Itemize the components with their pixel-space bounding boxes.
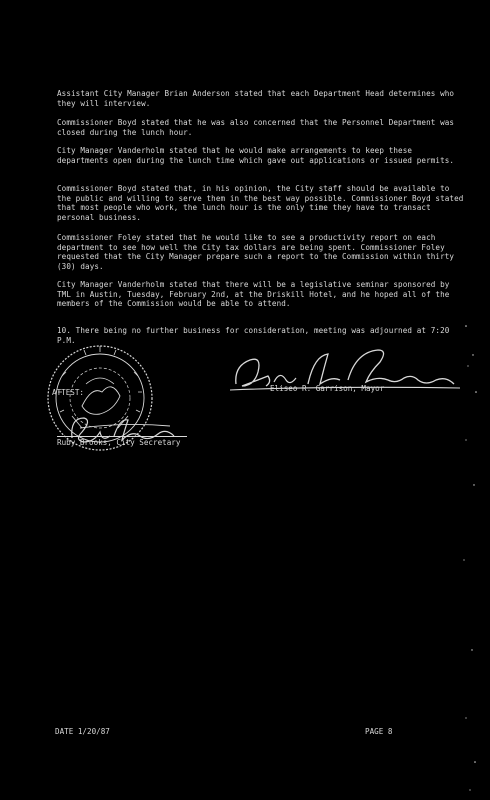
mayor-name: Eliseo R. Garrison, Mayor xyxy=(270,384,385,393)
footer-date: DATE 1/20/87 xyxy=(55,727,110,736)
footer-page-number: PAGE 8 xyxy=(365,727,393,736)
paragraph-adjournment: 10. There being no further business for consideration, meeting was adjourned at 7:20 P.M. xyxy=(57,326,450,345)
paragraph-assistant-city-manager: Assistant City Manager Brian Anderson stated that each Department Head determines who they will interview. xyxy=(57,89,455,108)
paragraph-staff-availability: Commissioner Boyd stated that, in his opinion, the City staff should be available to the public and willing to serve them in the best way possible. Commissioner Boyd stated that most people who work, the lunch hour is the only time they have to transact personal business. xyxy=(57,184,464,222)
secretary-name: Ruby Brooks, City Secretary xyxy=(57,438,181,447)
paragraph-personnel-department: Commissioner Boyd stated that he was also concerned that the Personnel Department was closed during the lunch hour. xyxy=(57,118,455,137)
paragraph-lunch-time-arrangements: City Manager Vanderholm stated that he would make arrangements to keep these departments open during the lunch time which gave out applications or issued permits. xyxy=(57,146,455,165)
paragraph-legislative-seminar: City Manager Vanderholm stated that there will be a legislative seminar sponsored by TML in Austin, Tuesday, February 2nd, at the Driskill Hotel, and he hoped all of the members of the Commission would be able to attend. xyxy=(57,280,450,309)
paragraph-productivity-report: Commissioner Foley stated that he would like to see a productivity report on each department to see how well the City tax dollars are being spent. Commissioner Foley requested that the City Manager prepare such a report to the Commission within thirty (30) days. xyxy=(57,233,455,271)
attest-label: ATTEST: xyxy=(52,388,85,397)
